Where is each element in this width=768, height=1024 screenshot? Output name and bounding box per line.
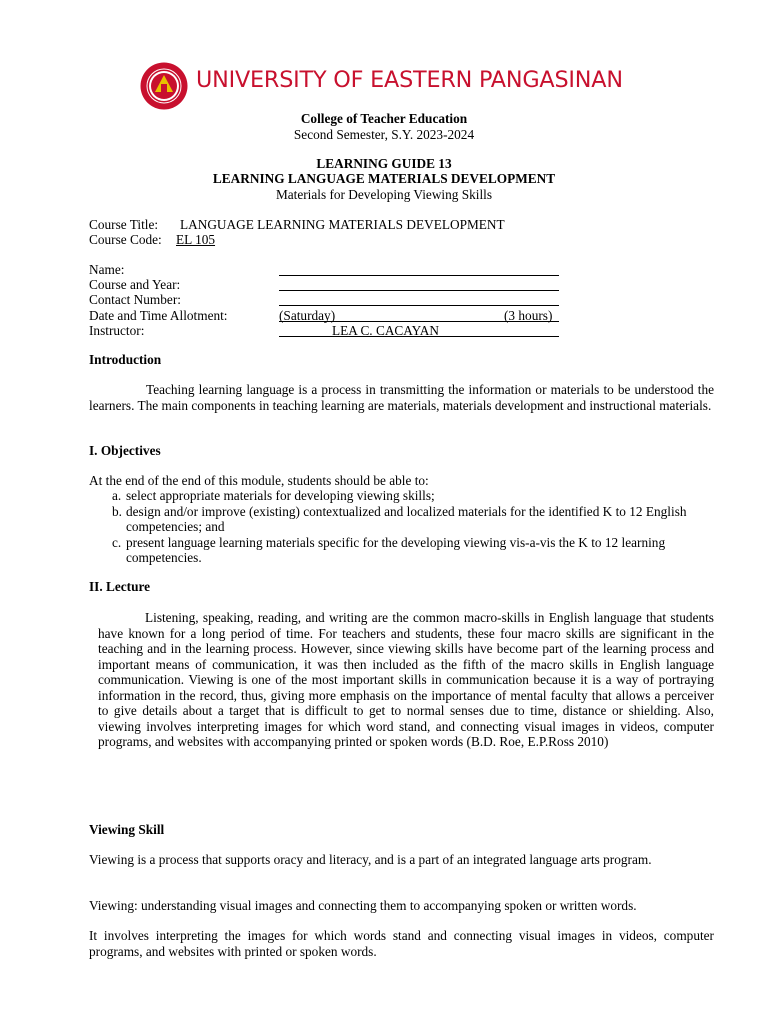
objective-text: select appropriate materials for developing viewing skills; <box>126 488 435 503</box>
viewing-skill-p2: Viewing: understanding visual images and connecting them to accompanying spoken or written words. <box>89 898 637 913</box>
contact-label: Contact Number: <box>89 292 181 307</box>
contact-blank-line[interactable] <box>279 305 559 306</box>
course-year-label: Course and Year: <box>89 277 181 292</box>
lecture-paragraph <box>98 610 714 750</box>
university-header <box>140 60 644 110</box>
course-code-label: Course Code: <box>89 232 162 247</box>
objective-item <box>108 488 718 504</box>
name-blank-line[interactable] <box>279 275 559 276</box>
objective-item <box>108 535 718 566</box>
lecture-text: Listening, speaking, reading, and writing are the common macro-skills in English language that students have known for a long period of time. For teachers and students, these four macro skills are significant in the teaching and in the learning process. However, since viewing skills have become part of the learning process and important means of communication, it was then included as the fifth of the macro skills in English language communication. Viewing is one of the most important skills in communication because it is a way of portraying information in the record, thus, giving more emphasis on the importance of mental faculty that allows a perceiver to give details about a target that is difficult to get to normal senses due to time, distance or shielding. Also, viewing involves interpreting images for which word stand, and connecting visual images in videos, computer programs, and websites with accompanying printed or spoken words (B.D. Roe, E.P.Ross 2010) <box>98 610 714 749</box>
objective-text: present language learning materials specific for the developing viewing vis-a-vis the K to 12 learning competencies. <box>126 534 666 565</box>
date-day: (Saturday) <box>279 308 336 323</box>
objective-item <box>108 504 718 535</box>
name-label: Name: <box>89 262 125 277</box>
objective-label: b. <box>112 503 122 519</box>
guide-title: LEARNING LANGUAGE MATERIALS DEVELOPMENT <box>212 171 556 186</box>
objective-text: design and/or improve (existing) contextualized and localized materials for the identified K to 12 English competencies; and <box>126 503 687 534</box>
instructor-label: Instructor: <box>89 323 145 338</box>
objectives-list <box>108 488 718 566</box>
university-seal-icon <box>140 62 188 110</box>
objectives-intro: At the end of the end of this module, students should be able to: <box>89 473 429 488</box>
instructor-line <box>279 336 559 337</box>
lecture-heading: II. Lecture <box>89 579 151 594</box>
objectives-heading: I. Objectives <box>89 443 161 458</box>
introduction-paragraph <box>89 382 714 413</box>
university-name: UNIVERSITY OF EASTERN PANGASINAN <box>196 67 623 93</box>
viewing-skill-p3: It involves interpreting the images for which words stand and connecting visual images in videos, computer programs, and websites with printed or spoken words. <box>89 928 714 959</box>
course-title-label: Course Title: <box>89 217 159 232</box>
course-year-blank-line[interactable] <box>279 290 559 291</box>
objective-label: a. <box>112 488 122 503</box>
viewing-skill-heading: Viewing Skill <box>89 822 165 837</box>
introduction-heading: Introduction <box>89 352 162 367</box>
objective-label: c. <box>112 534 122 550</box>
instructor-value: LEA C. CACAYAN <box>332 323 440 338</box>
college-name: College of Teacher Education <box>300 111 468 126</box>
date-hours: (3 hours) <box>504 308 553 323</box>
viewing-skill-p1: Viewing is a process that supports oracy and literacy, and is a part of an integrated language arts program. <box>89 852 652 867</box>
guide-number: LEARNING GUIDE 13 <box>316 156 452 171</box>
course-code-value: EL 105 <box>176 232 216 247</box>
date-time-line <box>279 321 559 322</box>
introduction-text: Teaching learning language is a process in transmitting the information or materials to be understood the learners. The main components in teaching learning are materials, materials development and instructional materials. <box>89 382 714 413</box>
semester-text: Second Semester, S.Y. 2023-2024 <box>293 127 475 142</box>
course-title-value: LANGUAGE LEARNING MATERIALS DEVELOPMENT <box>180 217 505 232</box>
guide-subtitle: Materials for Developing Viewing Skills <box>275 187 493 202</box>
date-time-label: Date and Time Allotment: <box>89 308 228 323</box>
